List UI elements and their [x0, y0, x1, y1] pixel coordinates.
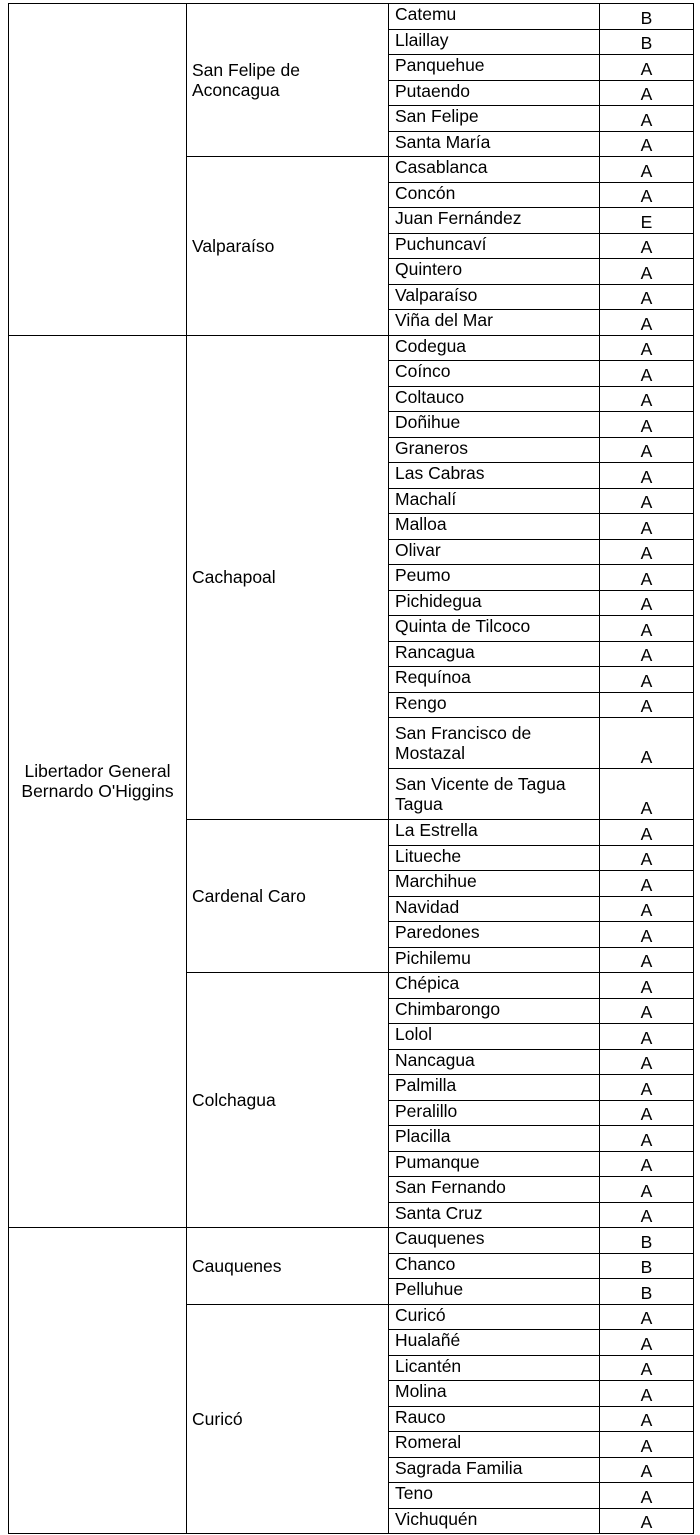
comuna-cell: Litueche: [389, 845, 600, 871]
comuna-cell: Llaillay: [389, 29, 600, 55]
region-cell: [9, 1228, 187, 1534]
comuna-cell: Vichuquén: [389, 1508, 600, 1534]
province-cell: Curicó: [187, 1304, 389, 1534]
table-row: [9, 1228, 694, 1254]
comuna-cell: Quintero: [389, 259, 600, 285]
comuna-cell: Olivar: [389, 539, 600, 565]
comuna-cell: Valparaíso: [389, 284, 600, 310]
comuna-cell: Santa Cruz: [389, 1202, 600, 1228]
comuna-cell: Nancagua: [389, 1049, 600, 1075]
class-cell: A: [600, 1508, 694, 1534]
table-body: [9, 4, 694, 1534]
province-cell: Valparaíso: [187, 157, 389, 336]
comuna-cell: Graneros: [389, 437, 600, 463]
class-cell: A: [600, 896, 694, 922]
comuna-cell: Rengo: [389, 692, 600, 718]
comuna-cell: Molina: [389, 1381, 600, 1407]
comuna-cell: Pelluhue: [389, 1279, 600, 1305]
class-cell: A: [600, 1049, 694, 1075]
province-cell: Cardenal Caro: [187, 820, 389, 973]
class-cell: A: [600, 1151, 694, 1177]
class-cell: B: [600, 29, 694, 55]
class-cell: A: [600, 157, 694, 183]
comuna-cell: Coltauco: [389, 386, 600, 412]
comuna-cell: Curicó: [389, 1304, 600, 1330]
comuna-cell: Paredones: [389, 922, 600, 948]
region-cell: [9, 4, 187, 336]
class-cell: A: [600, 1126, 694, 1152]
table-row: [9, 4, 694, 30]
comuna-cell: Doñihue: [389, 412, 600, 438]
comuna-cell: Concón: [389, 182, 600, 208]
class-cell: A: [600, 1177, 694, 1203]
class-cell: A: [600, 1406, 694, 1432]
table-row: [9, 335, 694, 361]
comuna-cell: Coínco: [389, 361, 600, 387]
class-cell: A: [600, 590, 694, 616]
class-cell: A: [600, 55, 694, 81]
class-cell: A: [600, 1483, 694, 1509]
comuna-cell: Teno: [389, 1483, 600, 1509]
class-cell: A: [600, 259, 694, 285]
province-cell: Cauquenes: [187, 1228, 389, 1305]
comuna-cell: Quinta de Tilcoco: [389, 616, 600, 642]
comuna-cell: Catemu: [389, 4, 600, 30]
class-cell: A: [600, 871, 694, 897]
comuna-cell: Rancagua: [389, 641, 600, 667]
comuna-cell: San Fernando: [389, 1177, 600, 1203]
class-cell: A: [600, 80, 694, 106]
class-cell: A: [600, 463, 694, 489]
class-cell: A: [600, 488, 694, 514]
class-cell: A: [600, 1432, 694, 1458]
comuna-cell: Santa María: [389, 131, 600, 157]
class-cell: A: [600, 922, 694, 948]
class-cell: A: [600, 131, 694, 157]
class-cell: A: [600, 718, 694, 769]
comuna-cell: Panquehue: [389, 55, 600, 81]
class-cell: A: [600, 1024, 694, 1050]
class-cell: B: [600, 4, 694, 30]
comuna-cell: Palmilla: [389, 1075, 600, 1101]
comuna-cell: Placilla: [389, 1126, 600, 1152]
province-cell: Colchagua: [187, 973, 389, 1228]
comuna-cell: Cauquenes: [389, 1228, 600, 1254]
class-cell: A: [600, 182, 694, 208]
class-cell: A: [600, 1330, 694, 1356]
comuna-cell: San Francisco de Mostazal: [389, 718, 600, 769]
class-cell: A: [600, 1355, 694, 1381]
comuna-cell: Juan Fernández: [389, 208, 600, 234]
class-cell: A: [600, 845, 694, 871]
comuna-cell: San Felipe: [389, 106, 600, 132]
comuna-cell: Codegua: [389, 335, 600, 361]
class-cell: A: [600, 1075, 694, 1101]
comuna-cell: Puchuncaví: [389, 233, 600, 259]
class-cell: B: [600, 1279, 694, 1305]
class-cell: A: [600, 539, 694, 565]
comuna-cell: Peumo: [389, 565, 600, 591]
class-cell: A: [600, 1304, 694, 1330]
comuna-cell: Las Cabras: [389, 463, 600, 489]
comuna-cell: Malloa: [389, 514, 600, 540]
class-cell: A: [600, 565, 694, 591]
province-cell: San Felipe de Aconcagua: [187, 4, 389, 157]
comuna-cell: Sagrada Familia: [389, 1457, 600, 1483]
region-cell: Libertador General Bernardo O'Higgins: [9, 335, 187, 1228]
class-cell: A: [600, 1381, 694, 1407]
class-cell: A: [600, 769, 694, 820]
comuna-cell: San Vicente de Tagua Tagua: [389, 769, 600, 820]
comuna-cell: Hualañé: [389, 1330, 600, 1356]
comuna-cell: Chimbarongo: [389, 998, 600, 1024]
class-cell: A: [600, 820, 694, 846]
comuna-cell: La Estrella: [389, 820, 600, 846]
class-cell: A: [600, 310, 694, 336]
class-cell: A: [600, 998, 694, 1024]
class-cell: B: [600, 1253, 694, 1279]
class-cell: A: [600, 106, 694, 132]
comuna-cell: Lolol: [389, 1024, 600, 1050]
class-cell: A: [600, 947, 694, 973]
comuna-cell: Machalí: [389, 488, 600, 514]
comuna-cell: Chépica: [389, 973, 600, 999]
comuna-cell: Pichidegua: [389, 590, 600, 616]
comuna-cell: Navidad: [389, 896, 600, 922]
class-cell: A: [600, 1202, 694, 1228]
comuna-cell: Licantén: [389, 1355, 600, 1381]
comuna-cell: Pichilemu: [389, 947, 600, 973]
comuna-cell: Romeral: [389, 1432, 600, 1458]
comuna-cell: Chanco: [389, 1253, 600, 1279]
province-cell: Cachapoal: [187, 335, 389, 820]
comuna-cell: Marchihue: [389, 871, 600, 897]
comuna-cell: Pumanque: [389, 1151, 600, 1177]
class-cell: A: [600, 284, 694, 310]
class-cell: A: [600, 667, 694, 693]
comuna-cell: Viña del Mar: [389, 310, 600, 336]
class-cell: A: [600, 514, 694, 540]
comunas-table: [8, 3, 694, 1534]
class-cell: A: [600, 335, 694, 361]
class-cell: A: [600, 386, 694, 412]
class-cell: A: [600, 1100, 694, 1126]
class-cell: E: [600, 208, 694, 234]
class-cell: A: [600, 1457, 694, 1483]
class-cell: A: [600, 233, 694, 259]
comuna-cell: Requínoa: [389, 667, 600, 693]
class-cell: A: [600, 361, 694, 387]
class-cell: A: [600, 616, 694, 642]
class-cell: A: [600, 412, 694, 438]
class-cell: A: [600, 692, 694, 718]
class-cell: A: [600, 641, 694, 667]
comuna-cell: Rauco: [389, 1406, 600, 1432]
class-cell: A: [600, 437, 694, 463]
comuna-cell: Casablanca: [389, 157, 600, 183]
class-cell: A: [600, 973, 694, 999]
comuna-cell: Putaendo: [389, 80, 600, 106]
comuna-cell: Peralillo: [389, 1100, 600, 1126]
class-cell: B: [600, 1228, 694, 1254]
